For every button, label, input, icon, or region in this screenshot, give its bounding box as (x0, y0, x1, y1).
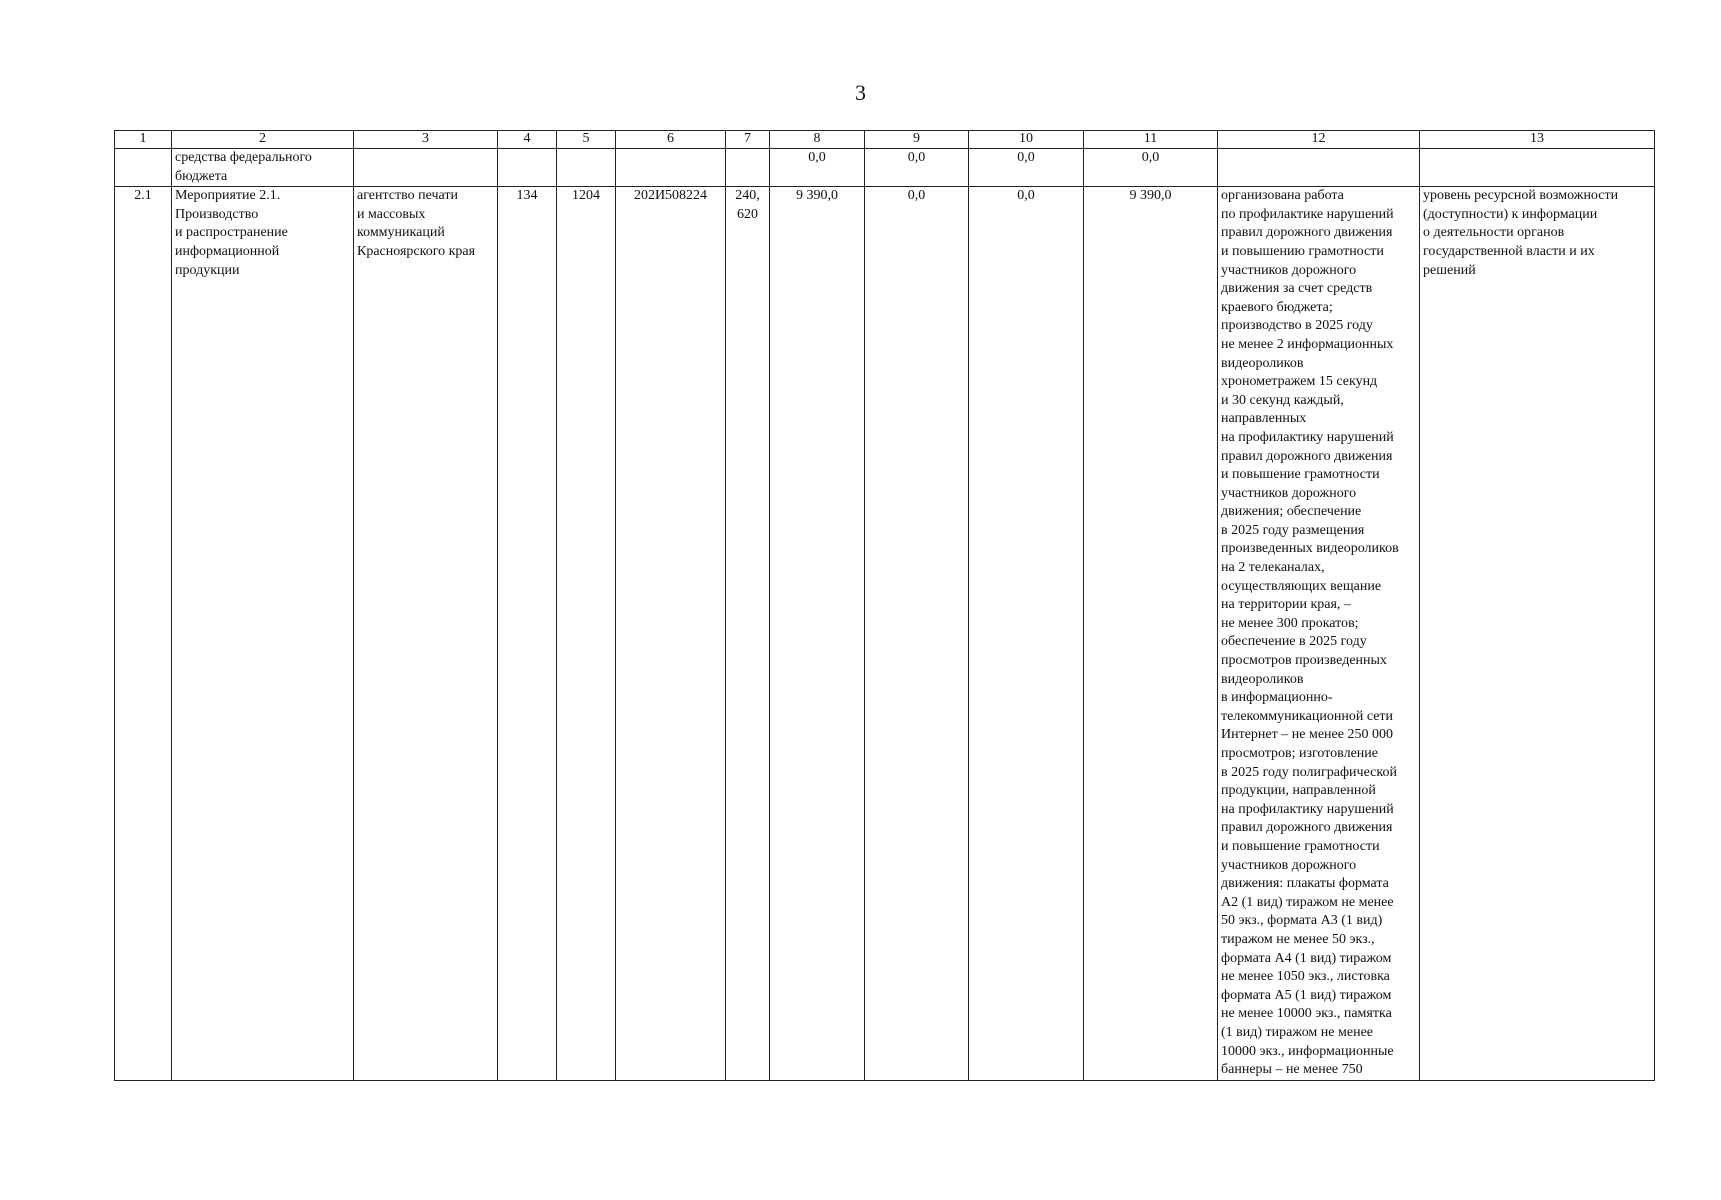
table-row-federal-budget (115, 149, 1655, 187)
program-table (114, 130, 1655, 1081)
column-header-2: 2 (172, 131, 354, 149)
cell-code-4 (498, 149, 557, 187)
column-header-3: 3 (354, 131, 498, 149)
column-header-5: 5 (557, 131, 616, 149)
header-row (115, 131, 1655, 149)
cell-result: организована работа по профилактике нарушений правил дорожного движения и повышению грамотности участников дорожного движения за счет средств краевого бюджета; производство в 2025 году не менее 2 информационных видеороликов хронометражем 15 секунд и 30 секунд каждый, направленных на профилактику нарушений правил дорожного движения и повышение грамотности участников дорожного движения; обеспечение в 2025 году размещения произведенных видеороликов на 2 телеканалах, осуществляющих вещание на территории края, – не менее 300 прокатов; обеспечение в 2025 году просмотров произведенных видеороликов в информационно- телекоммуникационной сети Интернет – не менее 250 000 просмотров; изготовление в 2025 году полиграфической продукции, направленной на профилактику нарушений правил дорожного движения и повышение грамотности участников дорожного движения: плакаты формата А2 (1 вид) тиражом не менее 50 экз., формата А3 (1 вид) тиражом не менее 50 экз., формата А4 (1 вид) тиражом не менее 1050 экз., листовка формата А5 (1 вид) тиражом не менее 10000 экз., памятка (1 вид) тиражом не менее 10000 экз., информационные баннеры – не менее 750 (1218, 187, 1420, 1081)
cell-indicator (1420, 149, 1655, 187)
table-row-measure-2-1 (115, 187, 1655, 1081)
cell-code-7 (726, 149, 770, 187)
cell-result (1218, 149, 1420, 187)
cell-amount-8: 9 390,0 (770, 187, 865, 1081)
cell-amount-total: 9 390,0 (1084, 187, 1218, 1081)
cell-amount-10: 0,0 (969, 187, 1084, 1081)
cell-amount-10: 0,0 (969, 149, 1084, 187)
cell-code-7: 240, 620 (726, 187, 770, 1081)
column-header-12: 12 (1218, 131, 1420, 149)
cell-funding-source: средства федерального бюджета (172, 149, 354, 187)
cell-indicator: уровень ресурсной возможности (доступности) к информации о деятельности органов государственной власти и их решений (1420, 187, 1655, 1081)
page-number: 3 (855, 80, 866, 105)
cell-amount-9: 0,0 (865, 187, 969, 1081)
cell-number: 2.1 (115, 187, 172, 1081)
cell-executor: агентство печати и массовых коммуникаций Красноярского края (354, 187, 498, 1081)
column-header-9: 9 (865, 131, 969, 149)
column-header-1: 1 (115, 131, 172, 149)
cell-code-5: 1204 (557, 187, 616, 1081)
cell-code-6 (616, 149, 726, 187)
column-header-7: 7 (726, 131, 770, 149)
cell-executor (354, 149, 498, 187)
cell-number (115, 149, 172, 187)
column-header-11: 11 (1084, 131, 1218, 149)
column-header-4: 4 (498, 131, 557, 149)
column-header-10: 10 (969, 131, 1084, 149)
cell-code-5 (557, 149, 616, 187)
cell-amount-total: 0,0 (1084, 149, 1218, 187)
column-header-6: 6 (616, 131, 726, 149)
column-header-13: 13 (1420, 131, 1655, 149)
column-header-8: 8 (770, 131, 865, 149)
cell-measure-name: Мероприятие 2.1. Производство и распространение информационной продукции (172, 187, 354, 1081)
cell-code-4: 134 (498, 187, 557, 1081)
cell-code-6: 202И508224 (616, 187, 726, 1081)
cell-amount-8: 0,0 (770, 149, 865, 187)
cell-amount-9: 0,0 (865, 149, 969, 187)
